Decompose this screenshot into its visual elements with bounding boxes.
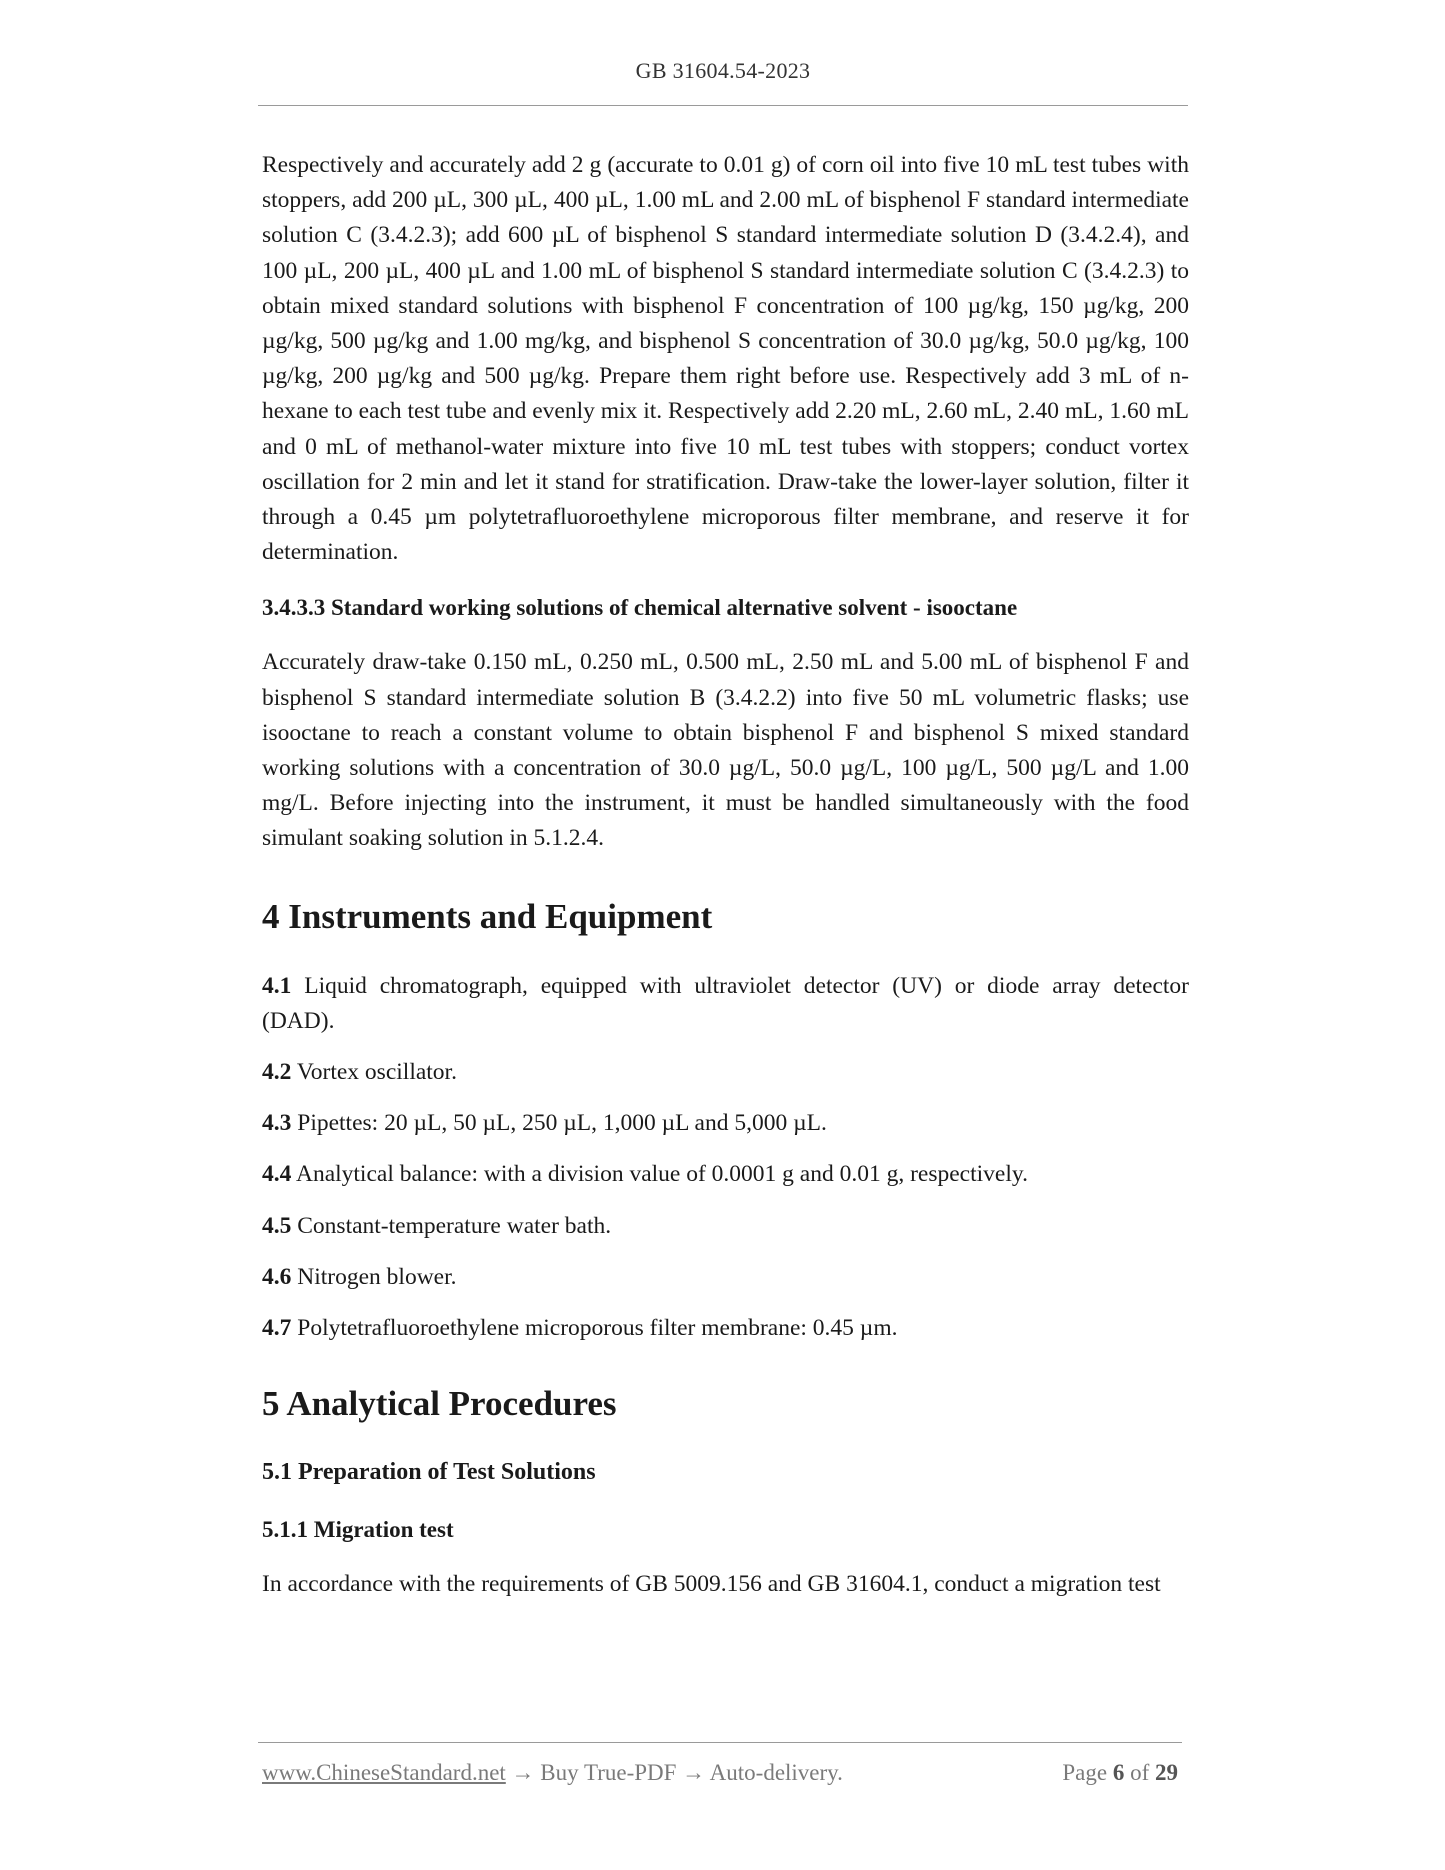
heading-5-1-1: 5.1.1 Migration test bbox=[262, 1517, 454, 1543]
page-total: 29 bbox=[1155, 1760, 1178, 1785]
intro-paragraph: Respectively and accurately add 2 g (accurate to 0.01 g) of corn oil into five 10 mL test tubes with stoppers, add 200 µL, 300 µL, 400 µL, 1.00 mL and 2.00 mL of bisphenol F standard intermediate solution C (3.4.2.3); add 600 µL of bisphenol S standard intermediate solution D (3.4.2.4), and 100 µL, 200 µL, 400 µL and 1.00 mL of bisphenol S standard intermediate solution C (3.4.2.3) to obtain mixed standard solutions with bisphenol F concentration of 100 µg/kg, 150 µg/kg, 200 µg/kg, 500 µg/kg and 1.00 mg/kg, and bisphenol S concentration of 30.0 µg/kg, 50.0 µg/kg, 100 µg/kg, 200 µg/kg and 500 µg/kg. Prepare them right before use. Respectively add 3 mL of n-hexane to each test tube and evenly mix it. Respectively add 2.20 mL, 2.60 mL, 2.40 mL, 1.60 mL and 0 mL of methanol-water mixture into five 10 mL test tubes with stoppers; conduct vortex oscillation for 2 min and let it stand for stratification. Draw-take the lower-layer solution, filter it through a 0.45 µm polytetrafluoroethylene microporous filter membrane, and reserve it for determination. bbox=[262, 152, 1189, 566]
page-current: 6 bbox=[1112, 1760, 1125, 1785]
page-of: of bbox=[1130, 1760, 1150, 1785]
item-text: Analytical balance: with a division value of 0.0001 g and 0.01 g, respectively. bbox=[295, 1161, 1028, 1188]
heading-3-4-3-3: 3.4.3.3 Standard working solutions of chemical alternative solvent - isooctane bbox=[262, 595, 1018, 621]
item-number: 4.1 bbox=[262, 972, 292, 999]
item-number: 4.7 bbox=[262, 1315, 292, 1342]
item-text: Constant-temperature water bath. bbox=[297, 1212, 612, 1239]
header-divider bbox=[258, 105, 1188, 106]
item-text: Polytetrafluoroethylene microporous filter membrane: 0.45 µm. bbox=[297, 1315, 898, 1342]
item-number: 4.2 bbox=[262, 1059, 292, 1086]
footer-divider bbox=[258, 1742, 1182, 1743]
page-footer bbox=[262, 1760, 1182, 1786]
item-number: 4.3 bbox=[262, 1110, 292, 1137]
heading-5-1: 5.1 Preparation of Test Solutions bbox=[262, 1459, 596, 1486]
item-text: Liquid chromatograph, equipped with ultraviolet detector (UV) or diode array detector (DAD). bbox=[262, 972, 1190, 1034]
heading-section-4: 4 Instruments and Equipment bbox=[262, 896, 713, 936]
item-4-6 bbox=[262, 1260, 1189, 1295]
item-4-1 bbox=[262, 969, 1189, 1039]
paragraph-5-1-1: In accordance with the requirements of GB 5009.156 and GB 31604.1, conduct a migration test bbox=[262, 1571, 1161, 1598]
item-text: Pipettes: 20 µL, 50 µL, 250 µL, 1,000 µL and 5,000 µL. bbox=[297, 1110, 827, 1137]
heading-section-5: 5 Analytical Procedures bbox=[262, 1384, 617, 1424]
document-header bbox=[258, 58, 1188, 84]
item-text: Vortex oscillator. bbox=[296, 1059, 457, 1086]
page-content bbox=[262, 148, 1189, 1602]
item-text: Nitrogen blower. bbox=[297, 1263, 457, 1290]
item-4-3 bbox=[262, 1106, 1189, 1141]
item-number: 4.5 bbox=[262, 1212, 292, 1239]
item-4-4 bbox=[262, 1157, 1189, 1192]
page-label: Page bbox=[1062, 1760, 1108, 1785]
page-indicator bbox=[1062, 1760, 1178, 1786]
item-number: 4.4 bbox=[262, 1161, 292, 1188]
item-number: 4.6 bbox=[262, 1263, 292, 1290]
website-link[interactable]: www.ChineseStandard.net bbox=[262, 1760, 506, 1785]
paragraph-3-4-3-3: Accurately draw-take 0.150 mL, 0.250 mL, 0.500 mL, 2.50 mL and 5.00 mL of bisphenol F and bisphenol S standard intermediate solution B (3.4.2.2) into five 50 mL volumetric flasks; use isooctane to reach a constant volume to obtain bisphenol F and bisphenol S mixed standard working solutions with a concentration of 30.0 µg/L, 50.0 µg/L, 100 µg/L, 500 µg/L and 1.00 mg/L. Before injecting into the instrument, it must be handled simultaneously with the food simulant soaking solution in 5.1.2.4. bbox=[262, 649, 1189, 852]
item-4-5 bbox=[262, 1209, 1189, 1244]
document-id: GB 31604.54-2023 bbox=[635, 58, 811, 83]
item-4-2 bbox=[262, 1055, 1189, 1090]
footer-tagline: → Buy True-PDF → Auto-delivery. bbox=[505, 1760, 843, 1785]
item-4-7 bbox=[262, 1311, 1189, 1346]
